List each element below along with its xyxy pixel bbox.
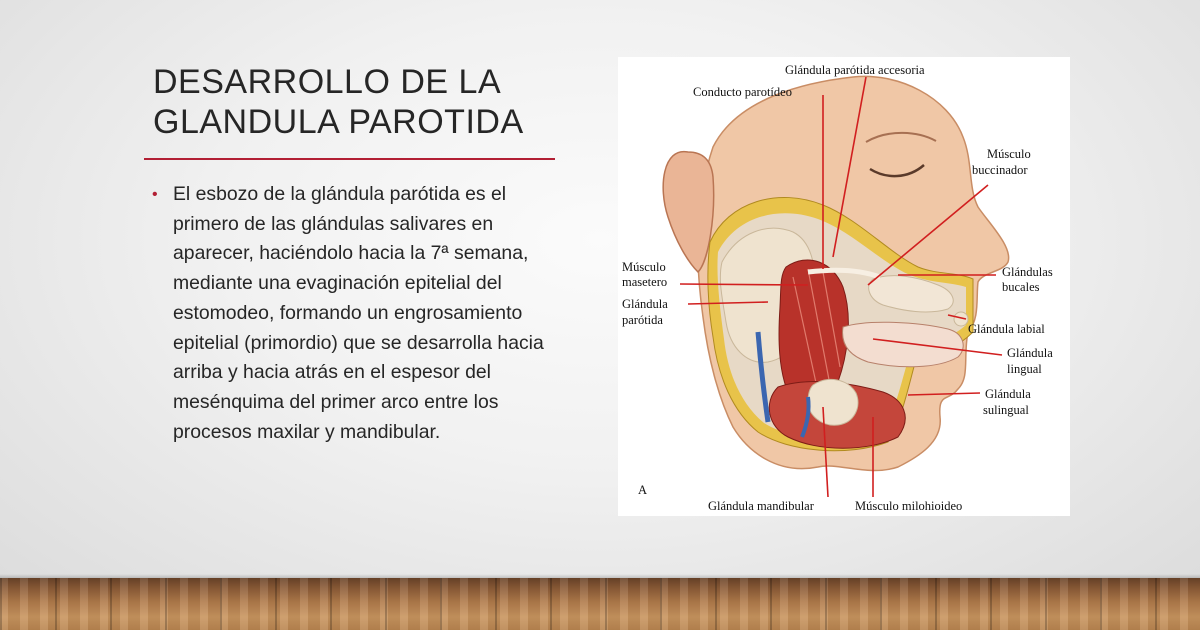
label-bucales-1: Glándulas (1002, 265, 1053, 279)
label-masetero-1: Músculo (622, 260, 666, 274)
submandibular-gland (808, 379, 858, 425)
label-masetero-2: masetero (622, 275, 668, 289)
label-buccinador-1: Músculo (987, 147, 1031, 161)
bullet-text: El esbozo de la glándula parótida es el primero de las glándulas salivares en aparecer, haciéndolo hacia la 7ª semana, mediante una evaginación epitelial del estomodeo, formando un engrosamiento epitelial (primordio) que se desarrolla hacia arriba y hacia atrás en el espesor del mesénquima del primer arco entre los procesos maxilar y mandibular. (173, 183, 544, 443)
label-accesoria: Glándula parótida accesoria (785, 63, 925, 77)
label-parotida-1: Glándula (622, 297, 668, 311)
label-bucales-2: bucales (1002, 280, 1040, 294)
label-sublingual-2: sulingual (983, 403, 1029, 417)
title-line-2: GLANDULA PAROTIDA (153, 103, 524, 141)
anatomy-illustration (618, 57, 1070, 516)
bullet-marker: • (152, 186, 158, 203)
label-buccinador-2: buccinador (972, 163, 1028, 177)
label-panel-a: A (638, 483, 648, 497)
anatomy-svg (618, 57, 1070, 516)
title-line-1: DESARROLLO DE LA (153, 63, 502, 101)
label-milohioideo: Músculo milohioideo (855, 499, 963, 513)
wood-floor (0, 578, 1200, 630)
label-conducto: Conducto parotídeo (693, 85, 792, 99)
label-labial: Glándula labial (968, 322, 1045, 336)
bullet-item (152, 180, 547, 447)
label-sublingual-1: Glándula (985, 387, 1031, 401)
label-lingual-2: lingual (1007, 362, 1042, 376)
label-mandibular: Glándula mandibular (708, 499, 814, 513)
title-divider (144, 158, 555, 160)
ear (663, 152, 713, 272)
label-lingual-1: Glándula (1007, 346, 1053, 360)
label-parotida-2: parótida (622, 313, 663, 327)
leader-masetero (680, 284, 808, 285)
slide-title (153, 62, 573, 142)
